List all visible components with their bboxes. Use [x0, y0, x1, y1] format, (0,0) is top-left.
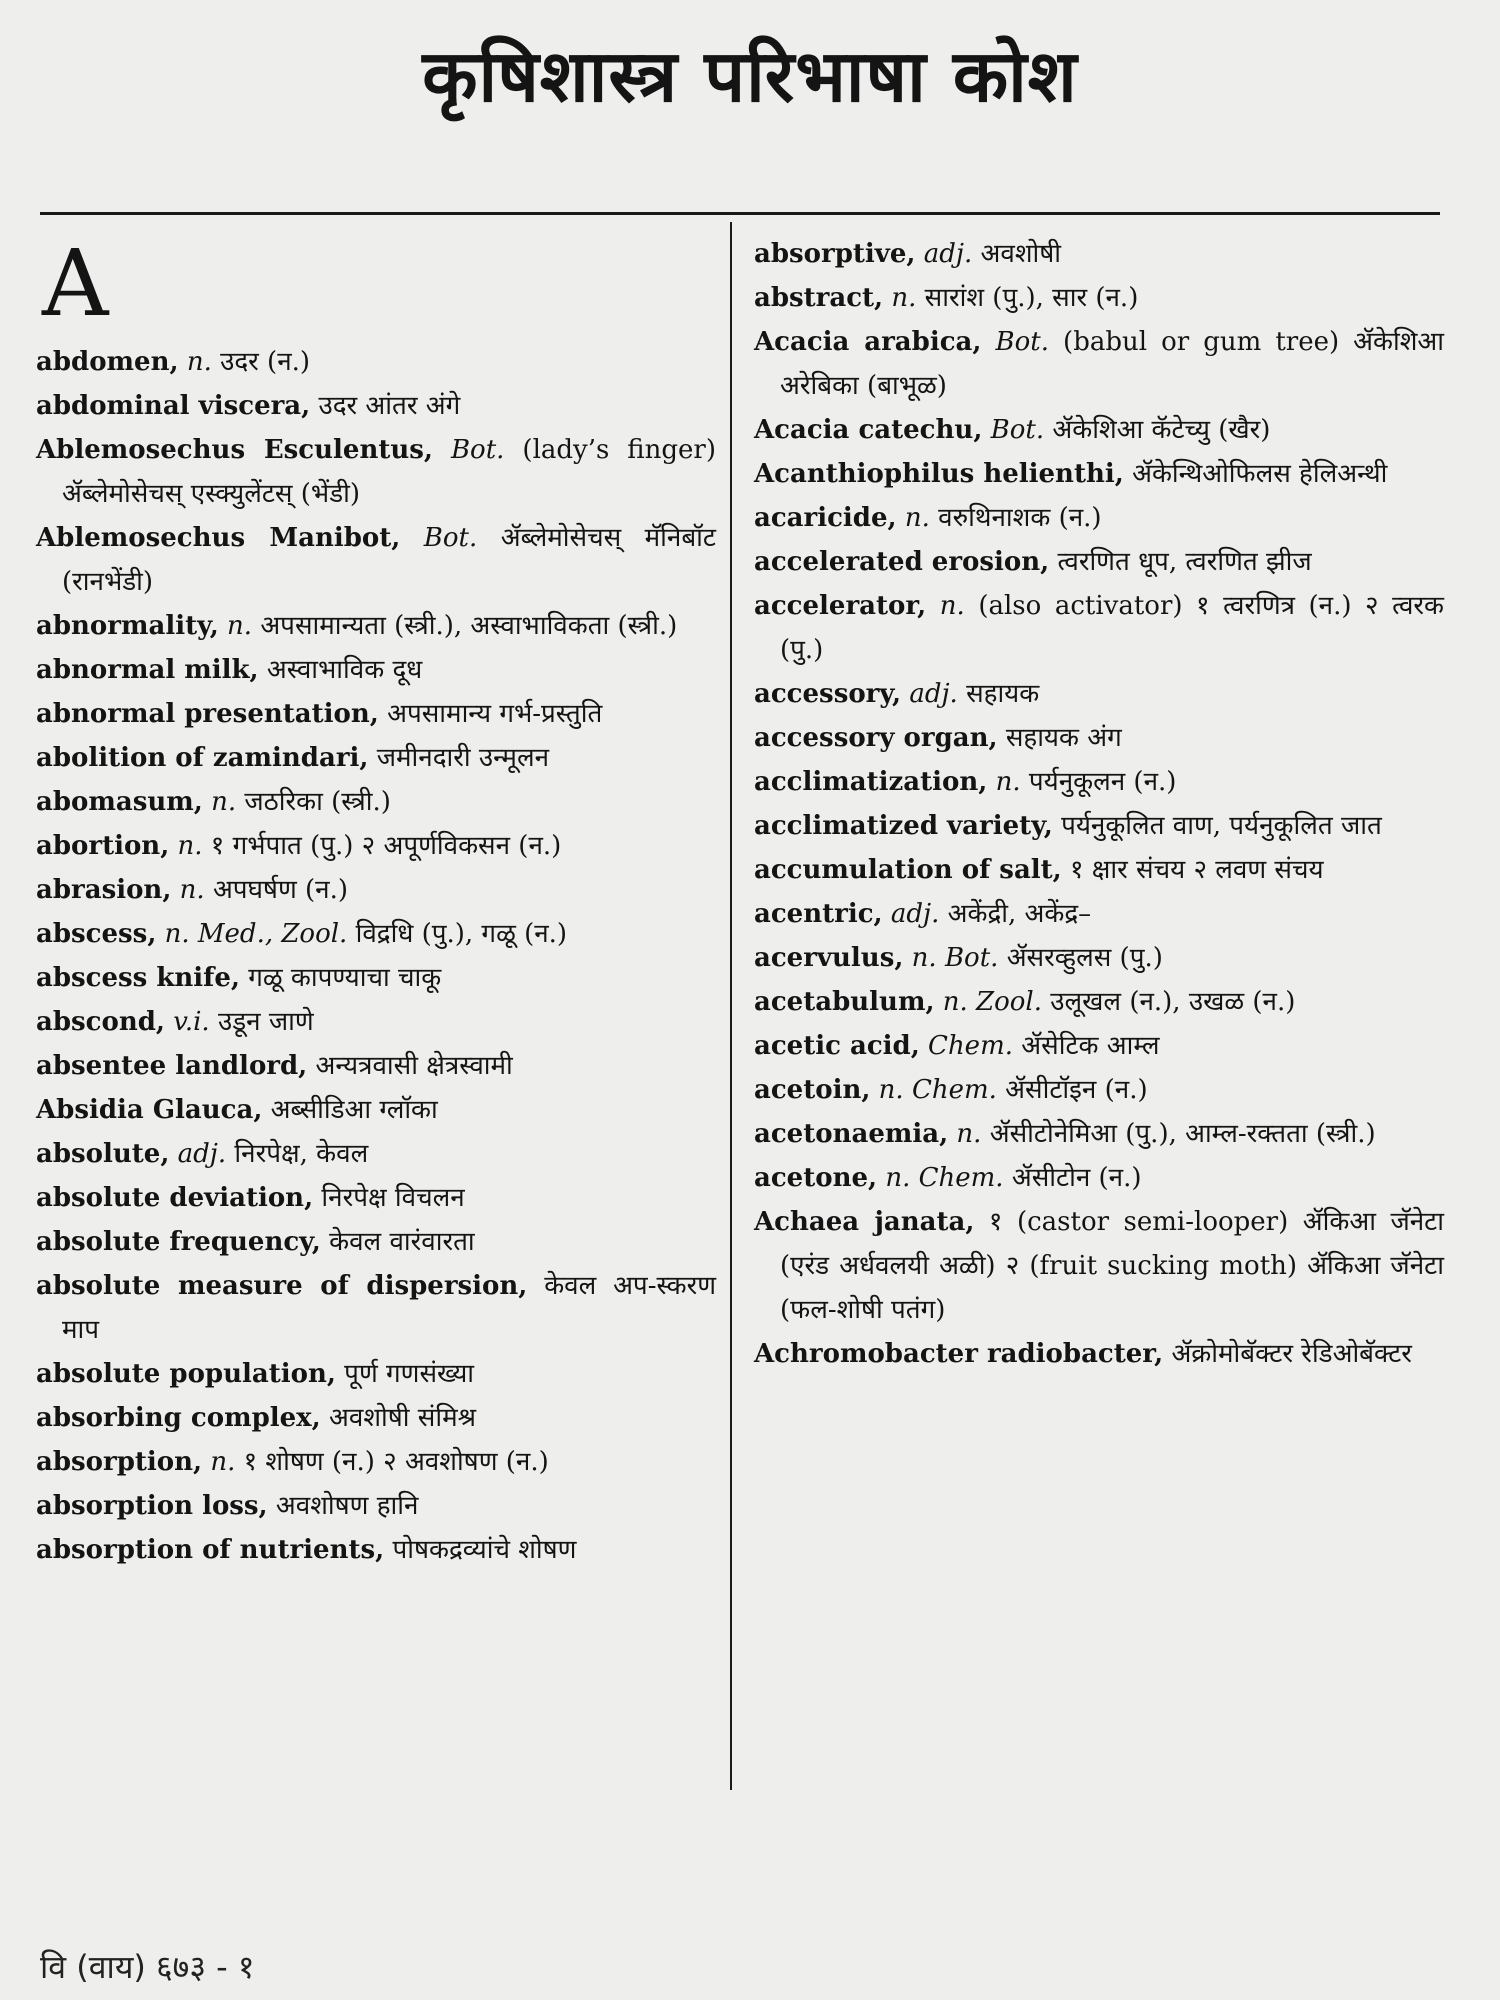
entry-definition: ॲकेन्थिओफिलस हेलिअन्थी: [1132, 459, 1388, 489]
dictionary-entry: [36, 1484, 716, 1528]
dictionary-entry: [36, 516, 716, 604]
entry-definition: अपसामान्य गर्भ-प्रस्तुति: [387, 699, 603, 729]
entry-definition: (lady’s finger) ॲब्लेमोसेचस् एस्क्युलेंटस् (भेंडी): [62, 435, 716, 509]
entry-term: acclimatization,: [754, 767, 988, 797]
entry-term: accumulation of salt,: [754, 855, 1062, 885]
entry-term: Achromobacter radiobacter,: [754, 1339, 1164, 1369]
entry-term: accessory organ,: [754, 723, 998, 753]
dictionary-entry: [754, 936, 1444, 980]
dictionary-entry: [36, 956, 716, 1000]
dictionary-entry: [36, 1176, 716, 1220]
section-letter: A: [42, 230, 109, 337]
dictionary-entry: [36, 604, 716, 648]
dictionary-entry: [754, 232, 1444, 276]
entry-definition: केवल वारंवारता: [329, 1227, 475, 1257]
dictionary-entry: [754, 848, 1444, 892]
dictionary-entry: [36, 340, 716, 384]
entry-definition: पोषकद्रव्यांचे शोषण: [392, 1535, 577, 1565]
entry-term: absorptive,: [754, 239, 916, 269]
entry-definition: पर्यनुकूलित वाण, पर्यनुकूलित जात: [1061, 811, 1382, 841]
entry-part-of-speech: n.: [956, 1119, 982, 1149]
entry-part-of-speech: adj.: [890, 899, 940, 929]
entry-part-of-speech: n.: [891, 283, 917, 313]
entry-term: accelerated erosion,: [754, 547, 1050, 577]
entry-definition: ॲसेटिक आम्ल: [1021, 1031, 1160, 1061]
dictionary-entry: [754, 760, 1444, 804]
entry-term: accessory,: [754, 679, 902, 709]
entry-part-of-speech: n.: [227, 611, 253, 641]
entry-definition: १ गर्भपात (पु.) २ अपूर्णविकसन (न.): [210, 831, 562, 861]
entry-definition: अपसामान्यता (स्त्री.), अस्वाभाविकता (स्त्री.): [260, 611, 678, 641]
dictionary-entry: [754, 672, 1444, 716]
entry-term: acentric,: [754, 899, 883, 929]
entry-part-of-speech: n. Chem.: [885, 1163, 1004, 1193]
entry-term: Achaea janata,: [754, 1207, 975, 1237]
entry-part-of-speech: n.: [179, 875, 205, 905]
entry-definition: ॲसीटॉइन (न.): [1005, 1075, 1148, 1105]
entry-definition: १ (castor semi-looper) ॲकिआ जॅनेटा (एरंड अर्धवलयी अळी) २ (fruit sucking moth) ॲकिआ जॅनेटा (फल-शोषी पतंग): [780, 1207, 1445, 1325]
entry-definition: ॲसीटोनेमिआ (पु.), आम्ल-रक्तता (स्त्री.): [989, 1119, 1376, 1149]
entry-term: absolute population,: [36, 1359, 336, 1389]
entry-part-of-speech: n. Zool.: [942, 987, 1043, 1017]
entry-term: acetone,: [754, 1163, 878, 1193]
entry-definition: अन्यत्रवासी क्षेत्रस्वामी: [315, 1051, 513, 1081]
entry-term: absolute,: [36, 1139, 170, 1169]
dictionary-entry: [754, 980, 1444, 1024]
entry-term: abrasion,: [36, 875, 172, 905]
dictionary-entry: [36, 1528, 716, 1572]
entry-definition: वरुथिनाशक (न.): [938, 503, 1102, 533]
dictionary-entry: [36, 1088, 716, 1132]
entry-definition: अस्वाभाविक दूध: [266, 655, 423, 685]
entry-term: abstract,: [754, 283, 884, 313]
dictionary-entry: [36, 1440, 716, 1484]
entry-part-of-speech: n.: [211, 787, 237, 817]
entry-term: acetabulum,: [754, 987, 935, 1017]
dictionary-entry: [754, 276, 1444, 320]
entry-term: Absidia Glauca,: [36, 1095, 263, 1125]
entry-definition: त्वरणित धूप, त्वरणित झीज: [1057, 547, 1312, 577]
entry-term: absolute frequency,: [36, 1227, 321, 1257]
entry-term: abnormal presentation,: [36, 699, 379, 729]
entry-definition: (also activator) १ त्वरणित्र (न.) २ त्वरक (पु.): [780, 591, 1445, 665]
entry-definition: पर्यनुकूलन (न.): [1028, 767, 1177, 797]
dictionary-entry: [754, 1332, 1444, 1376]
dictionary-entry: [36, 384, 716, 428]
entry-definition: ॲकेशिआ कॅटेच्यु (खैर): [1052, 415, 1271, 445]
entry-term: abdomen,: [36, 347, 179, 377]
dictionary-entry: [754, 584, 1444, 672]
dictionary-entry: [754, 320, 1444, 408]
entry-term: acclimatized variety,: [754, 811, 1053, 841]
dictionary-entry: [36, 1044, 716, 1088]
dictionary-entry: [36, 1220, 716, 1264]
entry-part-of-speech: adj.: [923, 239, 973, 269]
entry-definition: निरपेक्ष, केवल: [234, 1139, 369, 1169]
dictionary-entry: [754, 452, 1444, 496]
right-column: [754, 232, 1444, 1376]
dictionary-entry: [754, 1200, 1444, 1332]
dictionary-entry: [36, 1264, 716, 1352]
entry-part-of-speech: Chem.: [928, 1031, 1013, 1061]
entry-definition: (babul or gum tree) ॲकेशिआ अरेबिका (बाभूळ): [780, 327, 1445, 401]
entry-definition: अवशोषी: [980, 239, 1061, 269]
entry-definition: अवशोषण हानि: [275, 1491, 419, 1521]
dictionary-entry: [754, 408, 1444, 452]
entry-term: acetonaemia,: [754, 1119, 949, 1149]
entry-part-of-speech: n.: [186, 347, 212, 377]
entry-definition: गळू कापण्याचा चाकू: [248, 963, 442, 993]
left-column: [36, 232, 716, 1572]
entry-definition: १ शोषण (न.) २ अवशोषण (न.): [243, 1447, 549, 1477]
entry-definition: सहायक अंग: [1005, 723, 1122, 753]
entry-part-of-speech: n.: [939, 591, 965, 621]
dictionary-entry: [36, 868, 716, 912]
entry-definition: ॲसरव्हुलस (पु.): [1006, 943, 1163, 973]
entry-definition: १ क्षार संचय २ लवण संचय: [1070, 855, 1324, 885]
dictionary-entry: [754, 716, 1444, 760]
dictionary-entry: [36, 736, 716, 780]
header-rule: [40, 212, 1440, 215]
entry-term: acervulus,: [754, 943, 904, 973]
right-entry-list: [754, 232, 1444, 1376]
entry-definition: सहायक: [966, 679, 1040, 709]
entry-part-of-speech: n.: [210, 1447, 236, 1477]
dictionary-entry: [754, 1068, 1444, 1112]
entry-definition: उदर (न.): [220, 347, 311, 377]
entry-part-of-speech: Bot.: [990, 415, 1045, 445]
entry-definition: ॲक्रोमोबॅक्टर रेडिओबॅक्टर: [1171, 1339, 1412, 1369]
entry-term: abnormality,: [36, 611, 219, 641]
column-divider: [730, 222, 732, 1790]
page-title: कृषिशास्त्र परिभाषा कोश: [422, 34, 1078, 118]
dictionary-entry: [36, 1352, 716, 1396]
entry-definition: ॲसीटोन (न.): [1011, 1163, 1142, 1193]
dictionary-entry: [754, 540, 1444, 584]
entry-term: Ablemosechus Manibot,: [36, 523, 401, 553]
entry-part-of-speech: Bot.: [450, 435, 505, 465]
entry-part-of-speech: n.: [904, 503, 930, 533]
dictionary-entry: [36, 692, 716, 736]
entry-term: abnormal milk,: [36, 655, 259, 685]
entry-part-of-speech: Bot.: [423, 523, 478, 553]
entry-term: abscess,: [36, 919, 157, 949]
dictionary-entry: [754, 1112, 1444, 1156]
entry-part-of-speech: n. Med., Zool.: [164, 919, 348, 949]
entry-term: Acacia catechu,: [754, 415, 983, 445]
entry-definition: अब्सीडिआ ग्लॉका: [270, 1095, 438, 1125]
dictionary-entry: [36, 428, 716, 516]
entry-term: abscess knife,: [36, 963, 240, 993]
page-footer: वि (वाय) ६७३ - १: [40, 1948, 255, 1986]
entry-definition: केवल अप-स्करण माप: [62, 1271, 717, 1345]
dictionary-entry: [754, 1024, 1444, 1068]
entry-part-of-speech: n.: [995, 767, 1021, 797]
entry-term: absolute deviation,: [36, 1183, 314, 1213]
dictionary-entry: [36, 1000, 716, 1044]
dictionary-entry: [36, 1132, 716, 1176]
entry-term: accelerator,: [754, 591, 927, 621]
entry-part-of-speech: adj.: [909, 679, 958, 709]
entry-part-of-speech: Bot.: [995, 327, 1049, 357]
entry-term: absolute measure of dispersion,: [36, 1271, 528, 1301]
entry-definition: अवशोषी संमिश्र: [329, 1403, 477, 1433]
entry-definition: अकेंद्री, अकेंद्र–: [947, 899, 1092, 929]
entry-part-of-speech: n. Bot.: [911, 943, 999, 973]
dictionary-entry: [36, 1396, 716, 1440]
entry-term: acetoin,: [754, 1075, 871, 1105]
entry-definition: विद्रधि (पु.), गळू (न.): [355, 919, 568, 949]
dictionary-entry: [36, 912, 716, 956]
entry-definition: निरपेक्ष विचलन: [321, 1183, 465, 1213]
dictionary-entry: [754, 496, 1444, 540]
entry-term: absorption loss,: [36, 1491, 268, 1521]
entry-definition: जठरिका (स्त्री.): [244, 787, 391, 817]
entry-term: Acacia arabica,: [754, 327, 982, 357]
dictionary-entry: [754, 892, 1444, 936]
entry-term: absorption,: [36, 1447, 203, 1477]
entry-term: absorption of nutrients,: [36, 1535, 385, 1565]
entry-part-of-speech: v.i.: [173, 1007, 210, 1037]
entry-definition: सारांश (पु.), सार (न.): [924, 283, 1139, 313]
dictionary-entry: [754, 1156, 1444, 1200]
entry-term: abscond,: [36, 1007, 165, 1037]
dictionary-entry: [36, 824, 716, 868]
entry-term: absentee landlord,: [36, 1051, 308, 1081]
entry-term: acetic acid,: [754, 1031, 920, 1061]
entry-definition: पूर्ण गणसंख्या: [344, 1359, 475, 1389]
entry-definition: उदर आंतर अंगे: [318, 391, 461, 421]
entry-definition: अपघर्षण (न.): [212, 875, 349, 905]
dictionary-entry: [36, 780, 716, 824]
entry-term: abortion,: [36, 831, 170, 861]
dictionary-entry: [36, 648, 716, 692]
entry-definition: जमीनदारी उन्मूलन: [376, 743, 550, 773]
entry-term: abdominal viscera,: [36, 391, 311, 421]
entry-term: absorbing complex,: [36, 1403, 321, 1433]
entry-term: acaricide,: [754, 503, 897, 533]
entry-part-of-speech: n.: [177, 831, 203, 861]
dictionary-entry: [754, 804, 1444, 848]
entry-term: abomasum,: [36, 787, 203, 817]
left-entry-list: [36, 340, 716, 1572]
entry-term: Ablemosechus Esculentus,: [36, 435, 433, 465]
entry-part-of-speech: n. Chem.: [878, 1075, 997, 1105]
entry-definition: उडून जाणे: [217, 1007, 314, 1037]
entry-part-of-speech: adj.: [177, 1139, 227, 1169]
entry-term: abolition of zamindari,: [36, 743, 369, 773]
entry-definition: उलूखल (न.), उखळ (न.): [1050, 987, 1296, 1017]
entry-definition: ॲब्लेमोसेचस् मॅनिबॉट (रानभेंडी): [62, 523, 717, 597]
entry-term: Acanthiophilus helienthi,: [754, 459, 1124, 489]
